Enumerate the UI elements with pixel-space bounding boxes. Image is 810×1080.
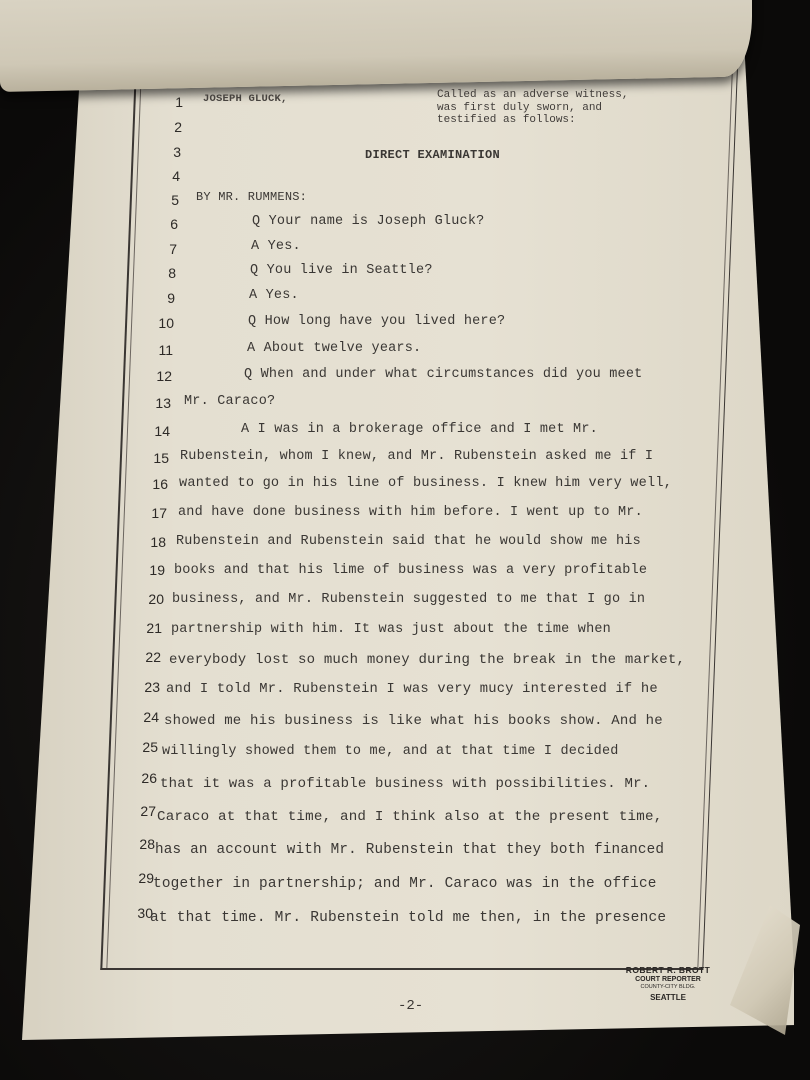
line-number: 30: [137, 905, 153, 921]
transcript-line: everybody lost so much money during the break in the market,: [169, 652, 686, 668]
line-number: 28: [139, 836, 155, 852]
transcript-line: that it was a profitable business with possibilities. Mr.: [160, 776, 651, 792]
transcript-line: and I told Mr. Rubenstein I was very mucy interested if he: [166, 682, 658, 697]
witness-note: [437, 89, 677, 127]
line-number: 4: [172, 168, 180, 184]
line-number: 24: [143, 709, 159, 725]
transcript-line: Q How long have you lived here?: [248, 314, 506, 329]
reporter-building: COUNTY-CITY BLDG.: [640, 984, 696, 990]
page-number: -2-: [398, 998, 424, 1014]
line-number: 19: [149, 562, 165, 578]
line-number: 22: [145, 649, 161, 665]
transcript-line: has an account with Mr. Rubenstein that they both financed: [155, 842, 665, 858]
transcript-line: Q Your name is Joseph Gluck?: [252, 214, 485, 229]
line-number: 17: [151, 505, 167, 521]
witness-note-line: Called as an adverse witness,: [437, 89, 629, 101]
reporter-name: ROBERT R. BROTT: [625, 965, 711, 975]
transcript-line: Caraco at that time, and I think also at the present time,: [157, 809, 663, 825]
line-number: 25: [142, 739, 158, 755]
line-number: 7: [169, 241, 177, 257]
line-number: 2: [174, 119, 182, 135]
transcript-line: and have done business with him before. I went up to Mr.: [178, 505, 643, 520]
line-number: 21: [146, 620, 162, 636]
transcript-line: Q When and under what circumstances did you meet: [244, 367, 643, 382]
transcript-line: A Yes.: [249, 288, 299, 303]
transcript-line: showed me his business is like what his books show. And he: [164, 713, 663, 729]
reporter-city: SEATTLE: [650, 993, 686, 1002]
transcript-line: Rubenstein, whom I knew, and Mr. Rubenstein asked me if I: [180, 449, 654, 464]
transcript-line: Mr. Caraco?: [184, 394, 276, 409]
line-number: 9: [167, 290, 175, 306]
court-reporter-stamp: [612, 965, 724, 1002]
transcript-line: A Yes.: [251, 239, 301, 254]
folded-previous-page: [0, 0, 752, 92]
witness-name: JOSEPH GLUCK,: [203, 93, 288, 105]
line-number: 6: [170, 216, 178, 232]
line-number: 29: [138, 870, 154, 886]
line-number: 20: [148, 591, 164, 607]
transcript-line: Rubenstein and Rubenstein said that he would show me his: [176, 534, 641, 549]
transcript-line: at that time. Mr. Rubenstein told me then, in the presence: [150, 910, 667, 926]
section-title: DIRECT EXAMINATION: [365, 148, 501, 162]
line-number: 11: [158, 342, 173, 358]
transcript-line: willingly showed them to me, and at that time I decided: [162, 744, 619, 759]
transcript-line: A I was in a brokerage office and I met Mr.: [241, 422, 598, 437]
line-number: 3: [173, 144, 181, 160]
line-number: 5: [171, 192, 179, 208]
reporter-title: COURT REPORTER: [635, 976, 701, 983]
line-number: 1: [175, 94, 183, 110]
transcript-line: business, and Mr. Rubenstein suggested to me that I go in: [172, 592, 646, 607]
line-number: 18: [150, 534, 166, 550]
line-number: 23: [144, 679, 160, 695]
line-number: 26: [141, 770, 157, 786]
line-number: 16: [152, 476, 168, 492]
witness-note-line: testified as follows:: [437, 114, 576, 126]
line-number: 15: [153, 450, 169, 466]
line-number: 8: [168, 265, 176, 281]
line-number: 13: [155, 395, 171, 411]
transcript-line: partnership with him. It was just about the time when: [171, 622, 611, 637]
transcript-line: books and that his lime of business was a very profitable: [174, 563, 648, 578]
witness-note-line: was first duly sworn, and: [437, 101, 603, 114]
line-number: 27: [140, 803, 156, 819]
transcript-line: together in partnership; and Mr. Caraco was in the office: [153, 876, 657, 892]
examiner-line: BY MR. RUMMENS:: [196, 190, 308, 204]
transcript-line: wanted to go in his line of business. I knew him very well,: [179, 476, 673, 491]
line-number: 10: [158, 315, 174, 331]
transcript-line: Q You live in Seattle?: [250, 263, 433, 278]
line-number: 14: [154, 423, 170, 439]
line-number: 12: [156, 368, 172, 384]
transcript-line: A About twelve years.: [247, 341, 422, 356]
